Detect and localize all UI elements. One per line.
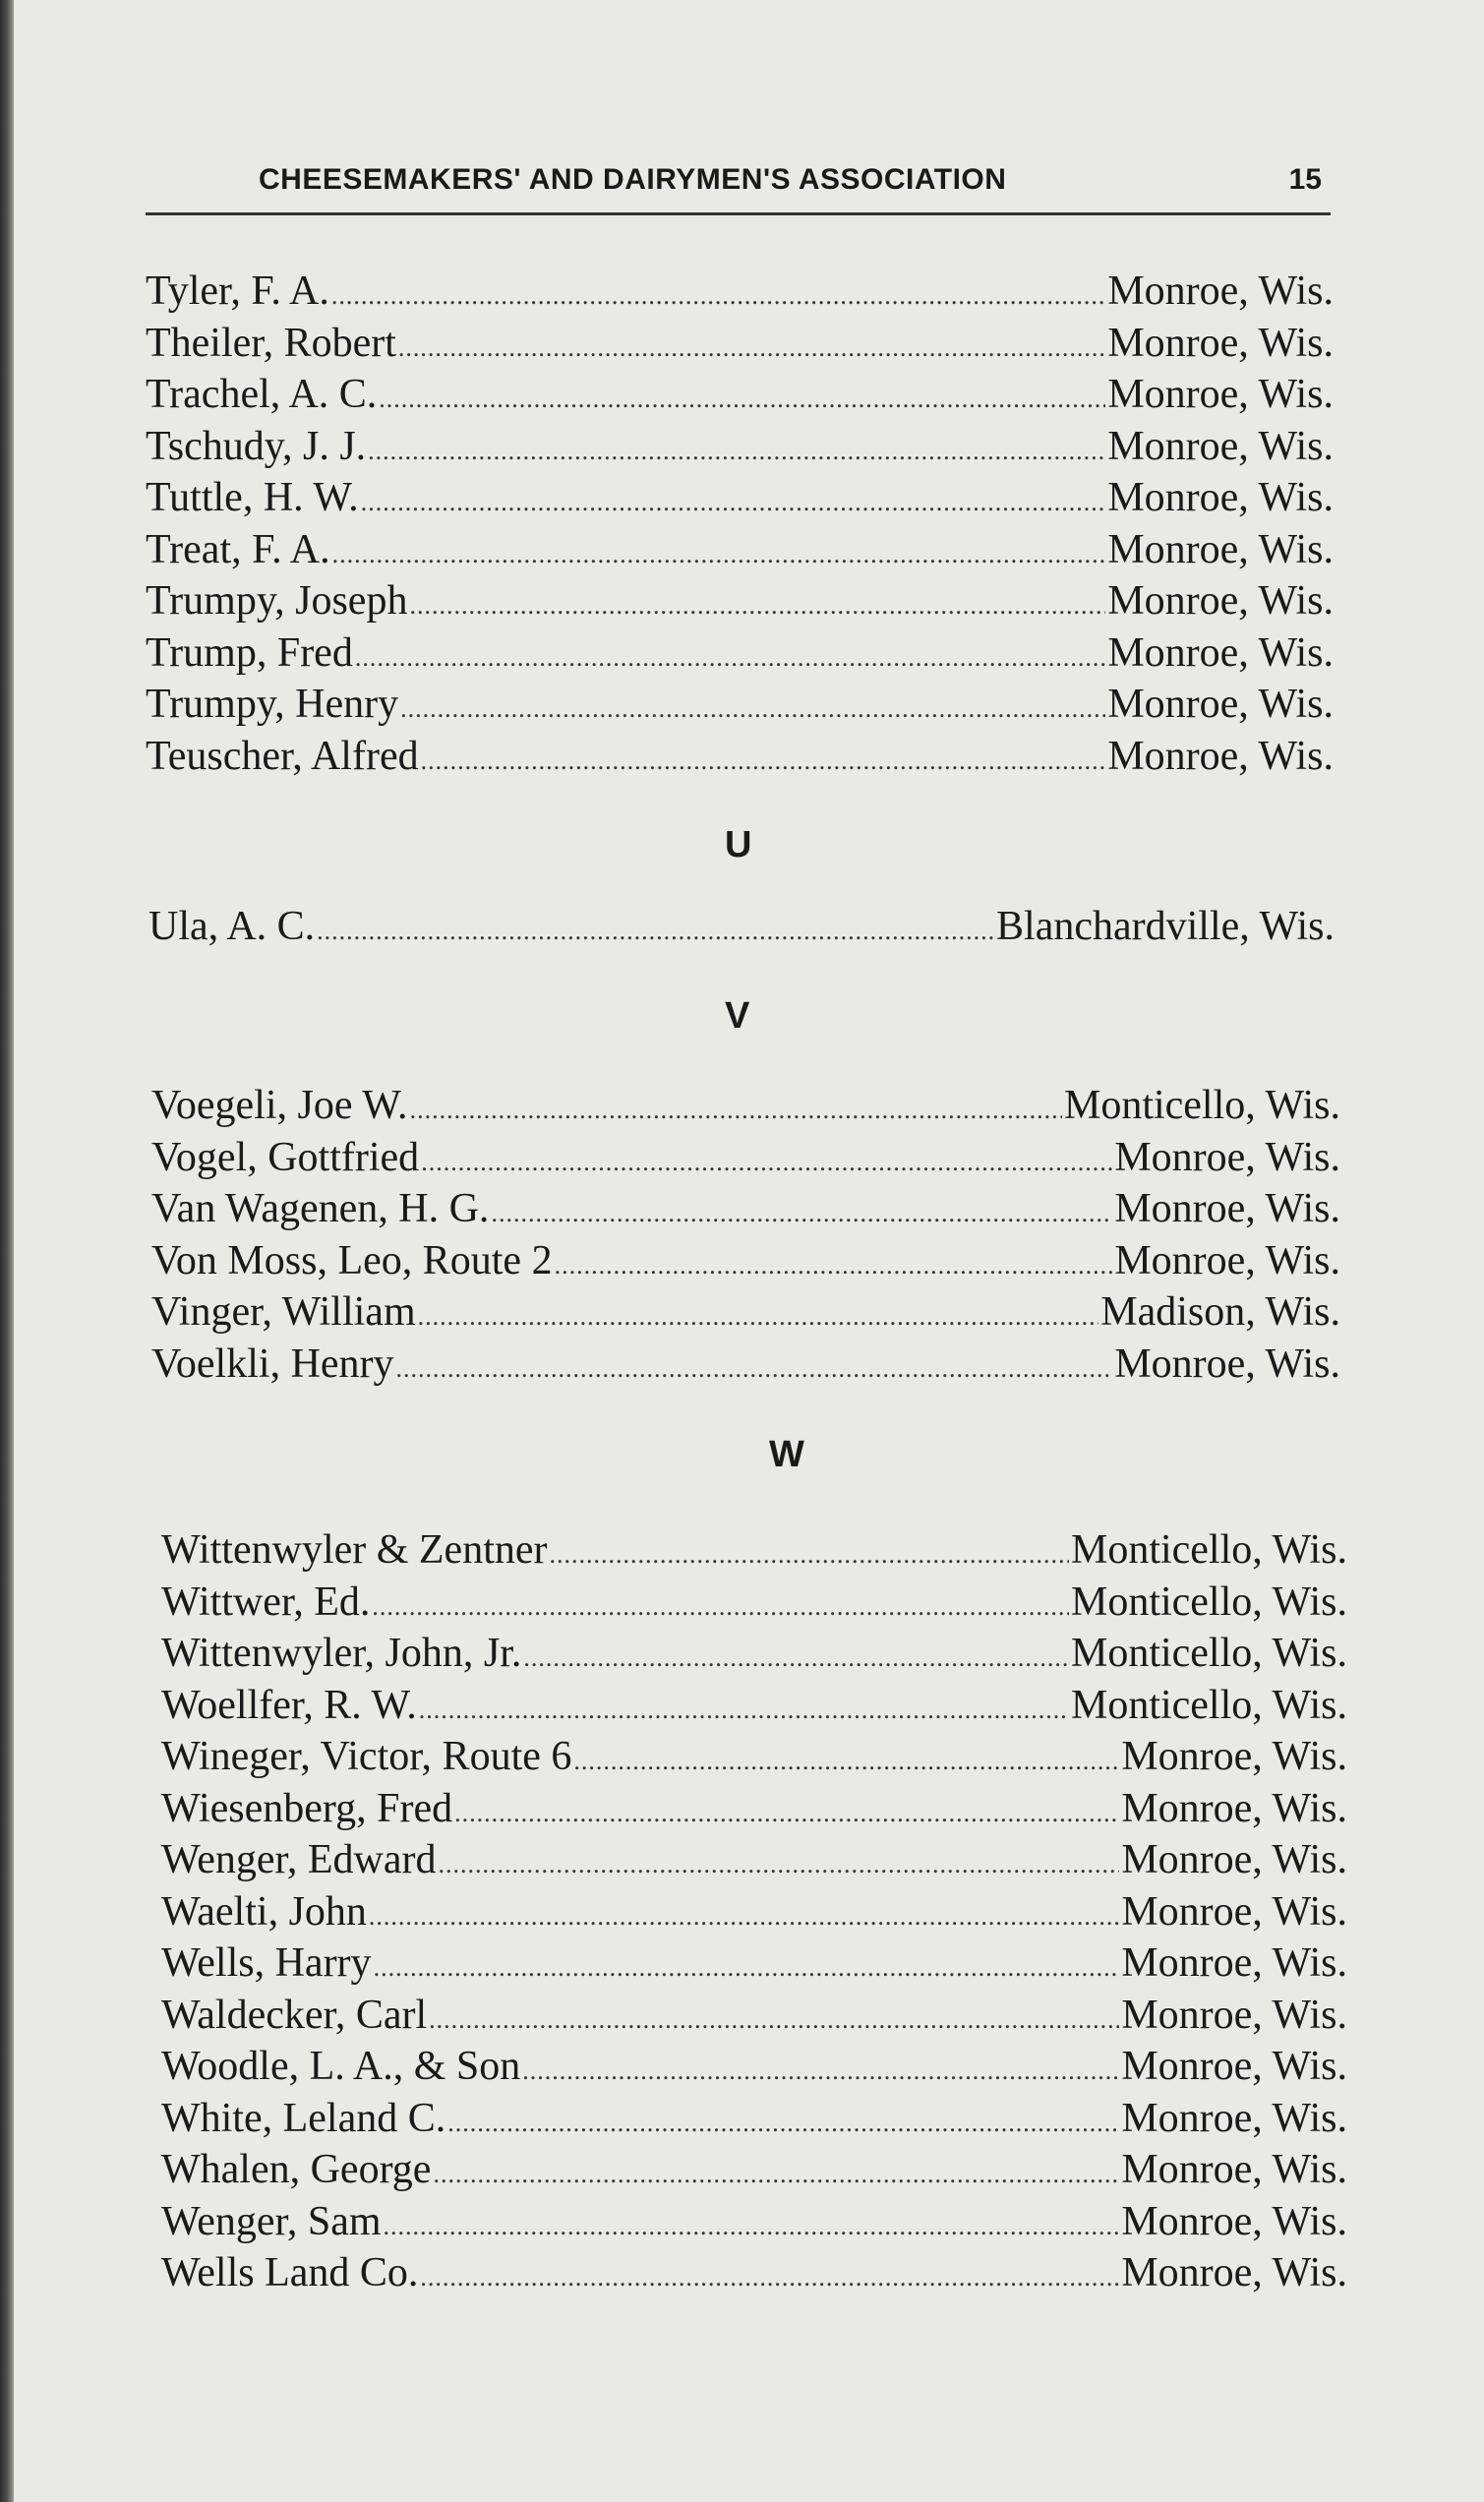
member-place: Monroe, Wis. — [1121, 1785, 1347, 1831]
dot-leader — [550, 1540, 1069, 1570]
member-place: Monroe, Wis. — [1114, 1186, 1340, 1231]
member-name: Treat, F. A. — [146, 526, 330, 572]
list-item — [161, 1992, 1347, 2044]
dot-leader — [454, 1799, 1119, 1828]
list-item — [161, 1630, 1347, 1682]
section-u-list — [148, 903, 1335, 955]
member-name: Ula, A. C. — [148, 904, 316, 949]
member-place: Monroe, Wis. — [1114, 1340, 1340, 1387]
member-name: Tschudy, J. J. — [146, 423, 367, 469]
member-name: Van Wagenen, H. G. — [151, 1186, 490, 1231]
dot-leader — [522, 2056, 1119, 2086]
member-place: Monticello, Wis. — [1070, 1631, 1347, 1676]
list-item — [161, 1733, 1347, 1785]
dot-leader — [438, 1850, 1119, 1879]
dot-leader — [361, 488, 1106, 517]
member-name: Wittenwyler & Zentner — [161, 1527, 548, 1573]
member-name: Wenger, Sam — [161, 2198, 382, 2244]
list-item — [161, 2095, 1347, 2147]
member-name: Wittenwyler, John, Jr. — [161, 1631, 522, 1676]
dot-leader — [573, 1747, 1119, 1776]
member-name: Trachel, A. C. — [146, 372, 378, 417]
dot-leader — [410, 1096, 1062, 1125]
list-item — [151, 1134, 1340, 1186]
member-name: Waelti, John — [161, 1888, 367, 1935]
list-item — [161, 1579, 1347, 1631]
member-place: Monroe, Wis. — [1107, 629, 1334, 676]
member-place: Monroe, Wis. — [1121, 2044, 1347, 2089]
member-place: Monroe, Wis. — [1121, 2147, 1347, 2192]
member-place: Monroe, Wis. — [1121, 1888, 1347, 1935]
list-item — [151, 1340, 1340, 1393]
list-item — [148, 903, 1335, 955]
member-place: Monroe, Wis. — [1121, 2198, 1347, 2244]
member-name: Tyler, F. A. — [146, 268, 329, 314]
member-name: Vogel, Gottfried — [151, 1134, 420, 1180]
dot-leader — [418, 1302, 1099, 1332]
member-name: Theiler, Robert — [146, 320, 396, 366]
list-item — [146, 371, 1334, 423]
dot-leader — [332, 540, 1106, 569]
member-place: Monroe, Wis. — [1107, 268, 1334, 314]
list-item — [146, 474, 1334, 526]
page-number: 15 — [1288, 163, 1322, 196]
dot-leader — [384, 2212, 1120, 2241]
member-place: Monroe, Wis. — [1107, 682, 1334, 727]
member-place: Monroe, Wis. — [1114, 1237, 1340, 1283]
list-item — [161, 1836, 1347, 1888]
dot-leader — [374, 1953, 1120, 1983]
list-item — [161, 2043, 1347, 2095]
list-item — [146, 268, 1334, 320]
member-place: Monroe, Wis. — [1121, 2250, 1347, 2295]
list-item — [161, 1526, 1347, 1579]
list-item — [146, 733, 1334, 785]
list-item — [151, 1185, 1340, 1237]
member-place: Monroe, Wis. — [1107, 578, 1334, 624]
dot-leader — [368, 437, 1105, 466]
member-name: Wittwer, Ed. — [161, 1579, 371, 1625]
member-place: Monroe, Wis. — [1121, 2095, 1347, 2141]
dot-leader — [400, 694, 1105, 724]
member-place: Monroe, Wis. — [1114, 1134, 1340, 1180]
member-place: Monroe, Wis. — [1107, 733, 1334, 779]
dot-leader — [421, 1148, 1112, 1177]
member-place: Madison, Wis. — [1100, 1289, 1340, 1335]
dot-leader — [331, 281, 1105, 311]
member-name: Voegeli, Joe W. — [151, 1083, 408, 1128]
list-item — [161, 1682, 1347, 1734]
dot-leader — [396, 1354, 1113, 1384]
dot-leader — [429, 2005, 1119, 2035]
section-letter-v: V — [725, 995, 750, 1037]
member-name: Wells, Harry — [161, 1940, 372, 1986]
dot-leader — [369, 1902, 1119, 1932]
member-place: Monroe, Wis. — [1121, 1734, 1347, 1779]
list-item — [146, 577, 1334, 629]
dot-leader — [398, 333, 1105, 363]
member-place: Monroe, Wis. — [1107, 320, 1334, 366]
member-place: Monticello, Wis. — [1070, 1579, 1347, 1625]
header-title: CHEESEMAKERS' AND DAIRYMEN'S ASSOCIATION — [259, 163, 1007, 196]
section-v-list — [151, 1082, 1340, 1392]
list-item — [146, 526, 1334, 578]
running-header — [146, 155, 1328, 201]
member-name: Teuscher, Alfred — [146, 733, 419, 779]
member-name: Vinger, William — [151, 1289, 416, 1335]
list-item — [161, 1939, 1347, 1992]
member-place: Monroe, Wis. — [1107, 372, 1334, 417]
member-name: Von Moss, Leo, Route 2 — [151, 1237, 553, 1283]
member-place: Monticello, Wis. — [1070, 1682, 1347, 1728]
member-place: Monticello, Wis. — [1070, 1527, 1347, 1573]
dot-leader — [491, 1199, 1112, 1228]
list-item — [151, 1082, 1340, 1134]
list-item — [161, 2146, 1347, 2198]
member-name: Voelkli, Henry — [151, 1340, 394, 1387]
member-name: Woodle, L. A., & Son — [161, 2044, 521, 2089]
member-name: Whalen, George — [161, 2147, 432, 2192]
section-t-list — [146, 268, 1334, 784]
member-name: Wineger, Victor, Route 6 — [161, 1734, 572, 1779]
member-name: Woellfer, R. W. — [161, 1682, 417, 1728]
member-place: Monroe, Wis. — [1107, 526, 1334, 572]
dot-leader — [555, 1251, 1113, 1281]
member-name: Wiesenberg, Fred — [161, 1785, 453, 1831]
member-name: Wells Land Co. — [161, 2250, 419, 2295]
member-place: Monroe, Wis. — [1121, 1992, 1347, 2038]
header-rule — [146, 212, 1331, 215]
section-w-list — [161, 1526, 1347, 2301]
dot-leader — [523, 1643, 1069, 1673]
list-item — [161, 2249, 1347, 2301]
member-name: Tuttle, H. W. — [146, 475, 359, 520]
member-name: Trump, Fred — [146, 629, 353, 676]
dot-leader — [420, 2263, 1119, 2293]
member-name: White, Leland C. — [161, 2095, 446, 2141]
dot-leader — [355, 643, 1105, 673]
list-item — [146, 320, 1334, 372]
dot-leader — [379, 385, 1105, 414]
member-name: Trumpy, Henry — [146, 682, 399, 727]
list-item — [146, 423, 1334, 475]
member-place: Monroe, Wis. — [1107, 475, 1334, 520]
list-item — [146, 629, 1334, 682]
list-item — [151, 1237, 1340, 1289]
member-place: Monticello, Wis. — [1063, 1083, 1340, 1128]
member-place: Monroe, Wis. — [1107, 423, 1334, 469]
member-name: Waldecker, Carl — [161, 1992, 428, 2038]
dot-leader — [421, 746, 1106, 776]
dot-leader — [317, 917, 994, 946]
list-item — [151, 1288, 1340, 1340]
section-letter-u: U — [725, 824, 752, 865]
dot-leader — [409, 591, 1105, 621]
list-item — [146, 681, 1334, 733]
member-place: Monroe, Wis. — [1121, 1837, 1347, 1882]
member-name: Wenger, Edward — [161, 1837, 437, 1882]
dot-leader — [419, 1696, 1069, 1725]
list-item — [161, 1785, 1347, 1837]
section-letter-w: W — [769, 1434, 804, 1475]
dot-leader — [433, 2160, 1119, 2189]
dot-leader — [372, 1592, 1069, 1622]
member-place: Blanchardville, Wis. — [996, 904, 1335, 949]
dot-leader — [447, 2109, 1119, 2138]
list-item — [161, 1888, 1347, 1940]
member-place: Monroe, Wis. — [1121, 1940, 1347, 1986]
list-item — [161, 2198, 1347, 2250]
page-binding-edge — [0, 0, 14, 2502]
member-name: Trumpy, Joseph — [146, 578, 408, 624]
